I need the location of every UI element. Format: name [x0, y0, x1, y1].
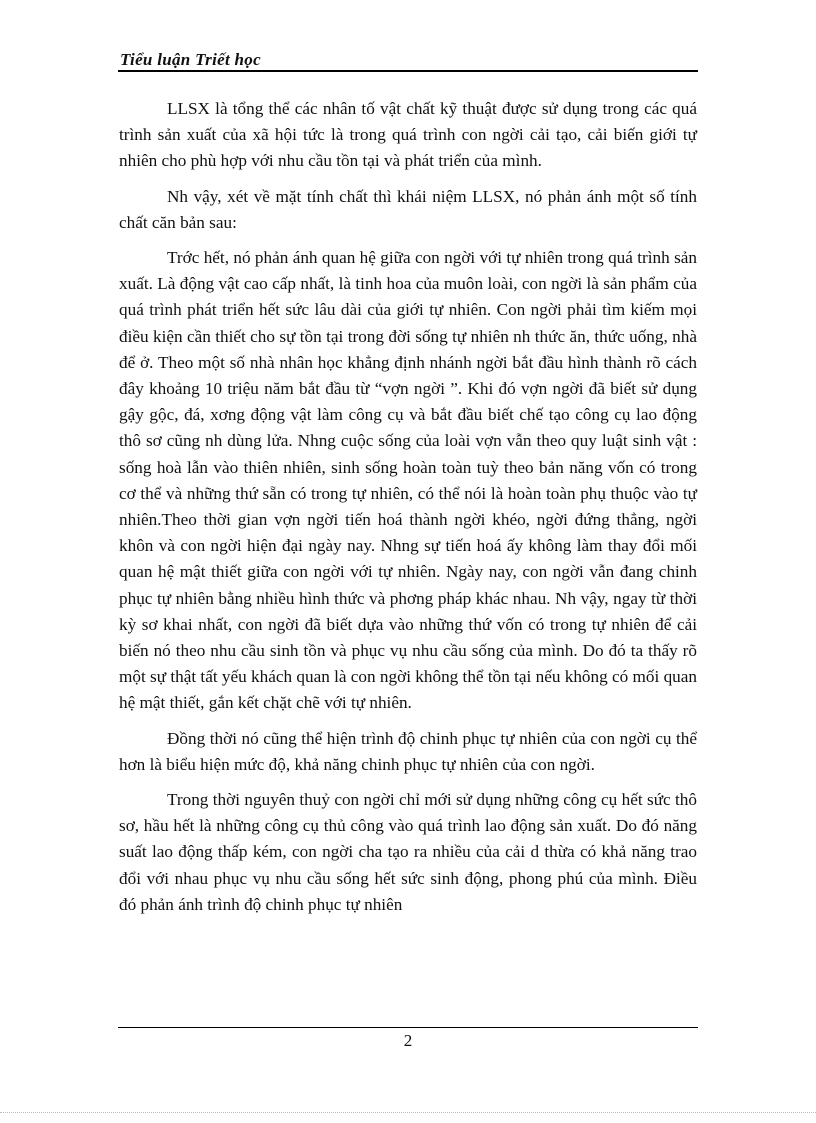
- paragraph-conquest-level: Đồng thời nó cũng thể hiện trình độ chinh phục tự nhiên của con ngời cụ thể hơn là biểu hiện mức độ, khả năng chinh phục tự nhiên của con ngời.: [119, 728, 697, 774]
- footer-rule: [118, 1027, 698, 1028]
- header-rule: [118, 70, 698, 72]
- paragraph-llsx-definition: LLSX là tổng thể các nhân tố vật chất kỹ thuật được sử dụng trong các quá trình sản xuất của xã hội tức là trong quá trình con ngời cải tạo, cải biến giới tự nhiên cho phù hợp với nhu cầu tồn tại và phát triển của mình.: [119, 99, 697, 171]
- page-bottom-border: [0, 1112, 816, 1113]
- paragraph-human-nature-relation: Trớc hết, nó phản ánh quan hệ giữa con ngời với tự nhiên trong quá trình sản xuất. Là động vật cao cấp nhất, là tinh hoa của muôn loài, con ngời là sản phẩm của quá trình phát triển hết sức lâu dài của giới tự nhiên. Con ngời phải tìm kiếm mọi điều kiện cần thiết cho sự tồn tại trong đời sống tự nhiên nh thức ăn, thức uống, nhà để ở. Theo một số nhà nhân học khẳng định nhánh ngời bắt đầu hình thành rõ cách đây khoảng 10 triệu năm bắt đầu từ “vợn ngời ”. Khi đó vợn ngời đã biết sử dụng gậy gộc, đá, xơng động vật làm công cụ và bắt đầu biết chế tạo công cụ lao động thô sơ cũng nh dùng lửa. Nhng cuộc sống của loài vợn vẫn theo quy luật sinh vật : sống hoà lẫn vào thiên nhiên, sinh sống hoàn toàn tuỳ theo bản năng vốn có trong cơ thể và những thứ sẵn có trong tự nhiên, có thể nói là hoàn toàn phụ thuộc vào tự nhiên.Theo thời gian vợn ngời tiến hoá thành ngời khéo, ngời đứng thẳng, ngời khôn và con ngời hiện đại ngày nay. Nhng sự tiến hoá ấy không làm thay đổi mối quan hệ mật thiết giữa con ngời với tự nhiên. Ngày nay, con ngời vẫn đang chinh phục tự nhiên bằng nhiều hình thức và phơng pháp khác nhau. Nh vậy, ngay từ thời kỳ sơ khai nhất, con ngời đã biết dựa vào những thứ vốn có trong tự nhiên để cải biến nó theo nhu cầu sinh tồn và phục vụ nhu cầu sống của mình. Do đó ta thấy rõ một sự thật tất yếu khách quan là con ngời không thể tồn tại nếu không có mối quan hệ mật thiết, gắn kết chặt chẽ với tự nhiên.: [119, 248, 697, 713]
- paragraph-primitive-era: Trong thời nguyên thuỷ con ngời chỉ mới sử dụng những công cụ hết sức thô sơ, hầu hết là những công cụ thủ công vào quá trình lao động sản xuất. Do đó năng suất lao động thấp kém, con ngời cha tạo ra nhiều của cải d thừa có khả năng trao đổi với nhau phục vụ nhu cầu sống hết sức sinh động, phong phú của mình. Điều đó phản ánh trình độ chinh phục tự nhiên: [119, 790, 697, 914]
- page-number: 2: [403, 1031, 413, 1050]
- header-title: Tiểu luận Triết học: [120, 50, 261, 69]
- paragraph-properties-intro: Nh vậy, xét về mặt tính chất thì khái niệm LLSX, nó phản ánh một số tính chất căn bản sau:: [119, 186, 697, 232]
- document-body: [119, 96, 697, 927]
- page-header: [118, 48, 698, 76]
